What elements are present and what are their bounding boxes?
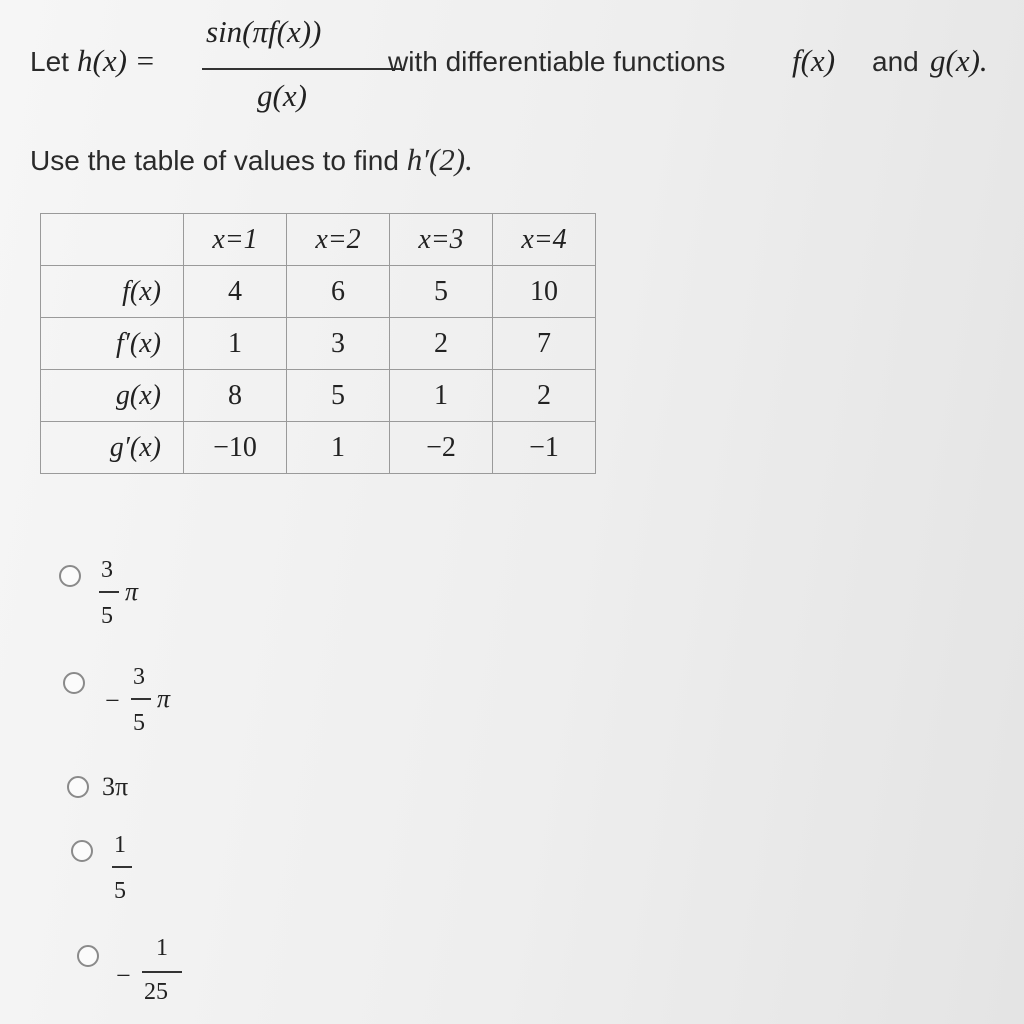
question-instruction <box>30 142 473 178</box>
table-cell: 2 <box>493 370 596 422</box>
row-label: f′(x) <box>41 318 184 370</box>
table-cell: 1 <box>184 318 287 370</box>
radio-button[interactable] <box>71 840 93 862</box>
option-numerator: 3 <box>101 557 113 583</box>
table-header-row <box>41 214 596 266</box>
option-denominator: 5 <box>114 878 126 904</box>
table-cell: −10 <box>184 422 287 474</box>
table-cell: 7 <box>493 318 596 370</box>
table-row <box>41 318 596 370</box>
option-pi-symbol: π <box>157 684 171 713</box>
fraction-numerator: sin(πf(x)) <box>206 14 322 49</box>
option-fraction-bar <box>112 866 132 868</box>
option-negative-sign: − <box>116 961 131 990</box>
table-header-cell: x=2 <box>287 214 390 266</box>
table-cell: 1 <box>390 370 493 422</box>
option-numerator: 1 <box>114 832 126 858</box>
answer-option-4[interactable] <box>68 830 168 910</box>
option-pi-symbol: π <box>125 577 139 606</box>
option-fraction-bar <box>99 591 119 593</box>
radio-button[interactable] <box>67 776 89 798</box>
table-cell: 3 <box>287 318 390 370</box>
option-numerator: 3 <box>133 664 145 690</box>
answer-option-2[interactable] <box>60 660 200 740</box>
question-tail: with differentiable functions <box>388 46 726 77</box>
option-numerator: 1 <box>156 935 168 961</box>
table-cell: 1 <box>287 422 390 474</box>
row-label: f(x) <box>41 266 184 318</box>
table-corner-cell <box>41 214 184 266</box>
table-row <box>41 370 596 422</box>
table-header-cell: x=1 <box>184 214 287 266</box>
table-cell: 6 <box>287 266 390 318</box>
h-function-lhs: h(x) = <box>77 43 156 78</box>
answer-option-3[interactable] <box>64 770 184 810</box>
instruction-text: Use the table of values to find <box>30 145 399 176</box>
answer-option-1[interactable] <box>56 555 176 635</box>
and-word: and <box>872 46 919 77</box>
fraction-denominator: g(x) <box>257 78 307 113</box>
table-cell: 8 <box>184 370 287 422</box>
fraction-bar <box>202 68 402 70</box>
table-cell: −2 <box>390 422 493 474</box>
option-fraction-bar <box>131 698 151 700</box>
row-label: g′(x) <box>41 422 184 474</box>
table-row <box>41 266 596 318</box>
option-denominator: 5 <box>101 603 113 629</box>
f-function-symbol: f(x) <box>792 43 836 78</box>
question-intro: Let <box>30 46 69 77</box>
radio-button[interactable] <box>59 565 81 587</box>
answer-option-5[interactable] <box>74 935 204 1015</box>
option-fraction-bar <box>142 971 182 973</box>
table-cell: 5 <box>390 266 493 318</box>
table-header-cell: x=3 <box>390 214 493 266</box>
g-function-symbol: g(x). <box>930 43 988 78</box>
table-header-cell: x=4 <box>493 214 596 266</box>
row-label: g(x) <box>41 370 184 422</box>
table-cell: 2 <box>390 318 493 370</box>
table-row <box>41 422 596 474</box>
option-denominator: 25 <box>144 979 168 1005</box>
question-statement <box>30 10 1020 120</box>
values-table <box>40 213 596 474</box>
radio-button[interactable] <box>63 672 85 694</box>
option-negative-sign: − <box>105 686 120 715</box>
option-value: 3π <box>102 772 129 801</box>
instruction-math: h′(2). <box>406 142 473 177</box>
option-denominator: 5 <box>133 710 145 736</box>
radio-button[interactable] <box>77 945 99 967</box>
table-cell: 10 <box>493 266 596 318</box>
table-cell: 5 <box>287 370 390 422</box>
table-cell: 4 <box>184 266 287 318</box>
table-cell: −1 <box>493 422 596 474</box>
